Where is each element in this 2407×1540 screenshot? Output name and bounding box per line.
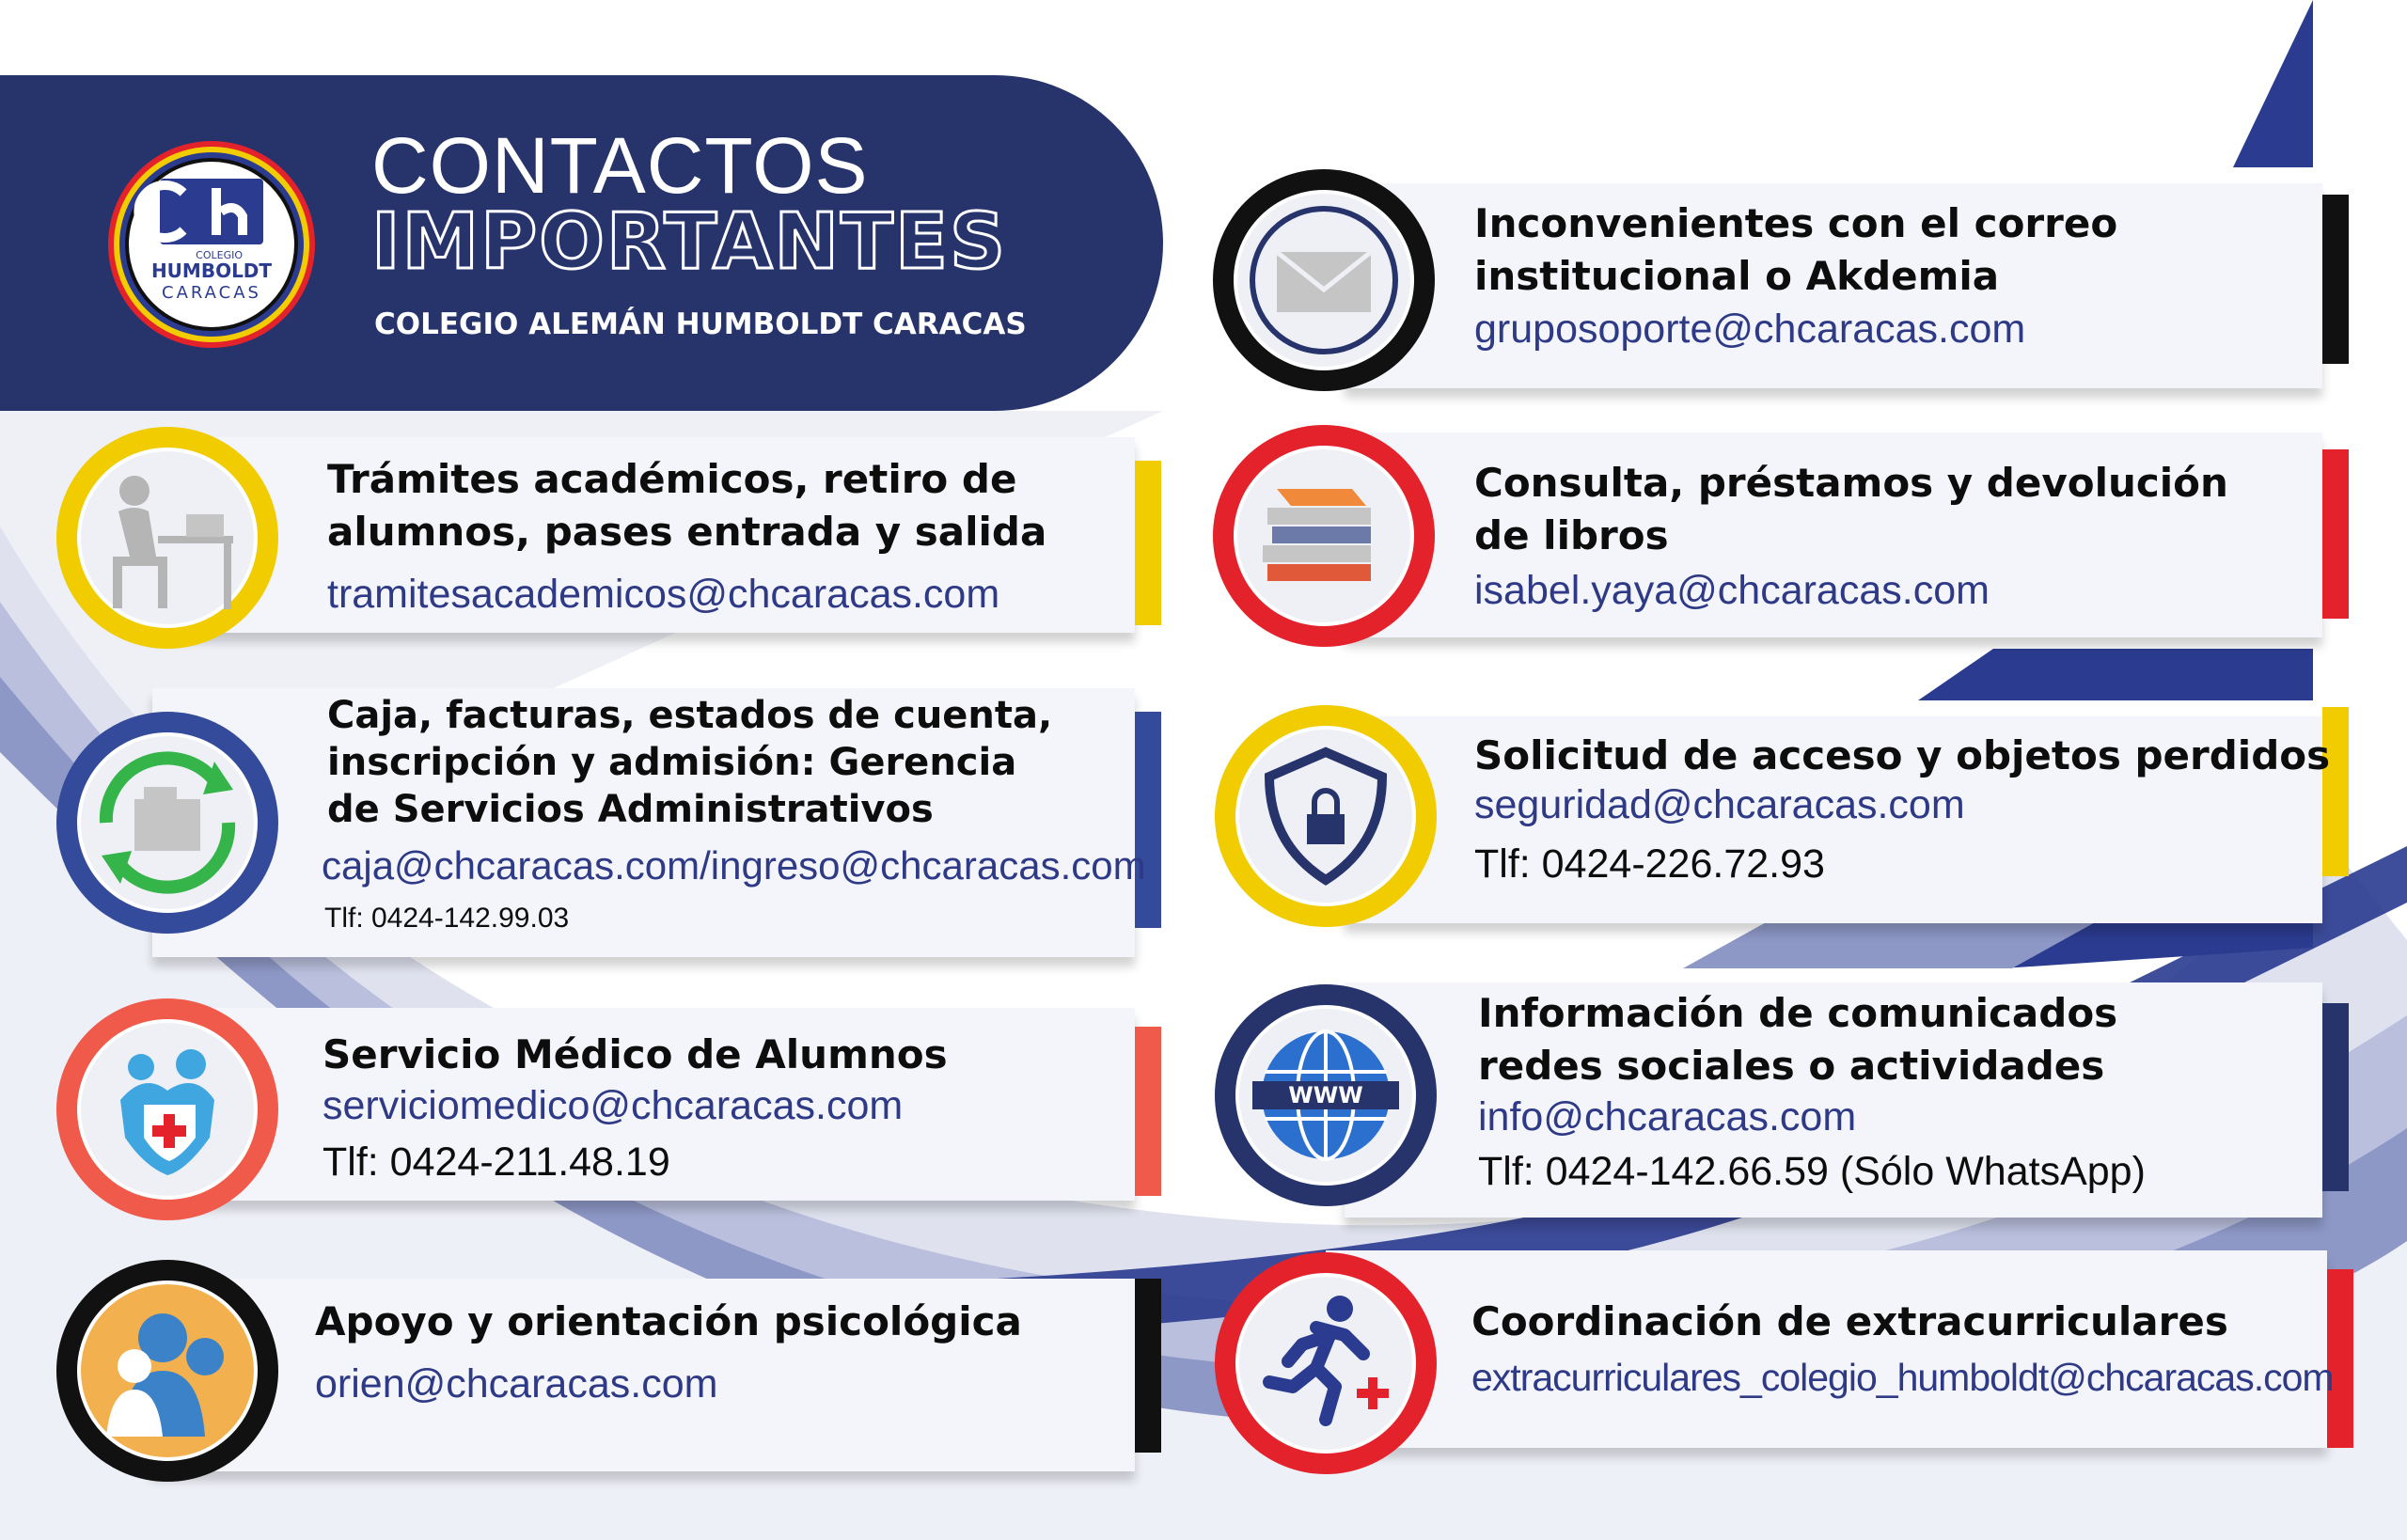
card-4-email-link[interactable]: orien@chcaracas.com (315, 1361, 718, 1406)
header-subtitle: COLEGIO ALEMÁN HUMBOLDT CARACAS (374, 307, 1027, 341)
people-icon (55, 1258, 280, 1484)
contact-card-extracurriculares (1326, 1250, 2327, 1448)
card-7-email-link[interactable]: seguridad@chcaracas.com (1474, 782, 1965, 827)
title-contactos: CONTACTOS (371, 121, 869, 210)
books-icon (1211, 423, 1437, 649)
card-5-heading-1: Inconvenientes con el correo (1474, 200, 2118, 246)
school-logo (103, 136, 320, 353)
logo-text-3: CARACAS (162, 283, 261, 303)
medical-shield-icon (55, 997, 280, 1222)
card-1-heading-1: Trámites académicos, retiro de (327, 456, 1017, 502)
card-8-email-link[interactable]: info@chcaracas.com (1478, 1094, 1857, 1139)
card-2-heading-3: de Servicios Administrativos (327, 788, 934, 831)
card-2-email-link[interactable]: caja@chcaracas.com/ingreso@chcaracas.com (322, 843, 1146, 888)
www-globe-icon (1213, 982, 1439, 1208)
card-8-heading-1: Información de comunicados (1478, 990, 2118, 1036)
svg-text:WWW: WWW (1288, 1082, 1363, 1108)
logo-text-1: COLEGIO (196, 249, 243, 261)
desk-worker-icon (55, 425, 280, 651)
card-2-heading-2: inscripción y admisión: Gerencia (327, 741, 1017, 784)
running-person-icon (1213, 1250, 1439, 1476)
card-2-phone: Tlf: 0424-142.99.03 (324, 903, 570, 934)
card-8-heading-2: redes sociales o actividades (1478, 1043, 2105, 1089)
card-3-heading: Servicio Médico de Alumnos (323, 1031, 948, 1077)
card-3-email-link[interactable]: serviciomedico@chcaracas.com (323, 1083, 904, 1128)
cash-register-icon (55, 710, 280, 935)
card-6-heading-1: Consulta, préstamos y devolución (1474, 460, 2228, 506)
card-3-phone: Tlf: 0424-211.48.19 (323, 1139, 670, 1185)
card-7-phone: Tlf: 0424-226.72.93 (1474, 841, 1825, 887)
card-6-heading-2: de libros (1474, 512, 1669, 558)
card-1-email-link[interactable]: tramitesacademicos@chcaracas.com (327, 572, 1000, 617)
card-9-heading: Coordinación de extracurriculares (1471, 1298, 2228, 1344)
title-importantes: IMPORTANTES (371, 197, 1008, 287)
card-5-email-link[interactable]: gruposoporte@chcaracas.com (1474, 306, 2026, 352)
card-6-email-link[interactable]: isabel.yaya@chcaracas.com (1474, 568, 1990, 613)
card-2-heading-1: Caja, facturas, estados de cuenta, (327, 694, 1053, 737)
logo-text-2: HUMBOLDT (150, 259, 273, 282)
card-9-email-link[interactable]: extracurriculares_colegio_humboldt@chcaracas.com (1471, 1356, 2334, 1399)
security-shield-icon (1213, 703, 1439, 929)
card-5-heading-2: institucional o Akdemia (1474, 253, 2000, 299)
card-1-heading-2: alumnos, pases entrada y salida (327, 509, 1047, 555)
card-7-heading: Solicitud de acceso y objetos perdidos (1474, 732, 2331, 778)
envelope-icon (1211, 167, 1437, 393)
card-8-phone: Tlf: 0424-142.66.59 (Sólo WhatsApp) (1478, 1149, 2146, 1194)
card-4-heading: Apoyo y orientación psicológica (315, 1298, 1022, 1344)
